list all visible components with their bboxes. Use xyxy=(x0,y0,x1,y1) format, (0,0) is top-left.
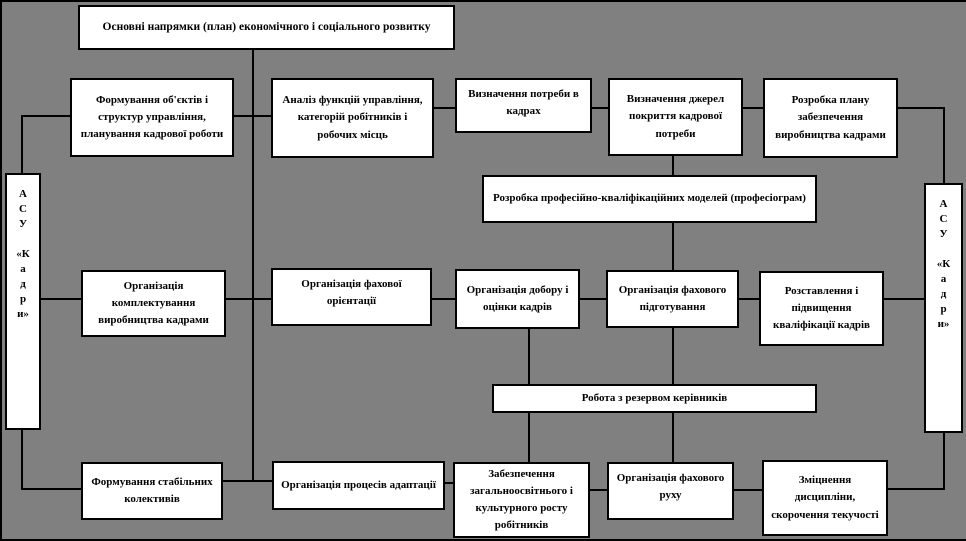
node-label: Забезпечення загальноосвітнього і культурного росту робітників xyxy=(470,467,573,532)
node-label: Організація фахового руху xyxy=(616,472,725,502)
connector-r1c5-right xyxy=(898,107,945,109)
connector-right-spine-lower xyxy=(943,433,945,490)
node-label: Організація фахової орієнтації xyxy=(301,278,402,308)
connector-wide2-r3c4 xyxy=(672,413,674,462)
connector-left-spine-lower xyxy=(21,430,23,490)
connector-wide1-r2c4 xyxy=(672,223,674,270)
connector-right-spine-upper xyxy=(943,107,945,183)
vertical-letter: а xyxy=(940,273,947,285)
connector-r2c4-r2c5 xyxy=(739,298,759,300)
connector-wide2-r3c3 xyxy=(528,413,530,462)
node-label: Визначення потреби в кадрах xyxy=(468,88,579,118)
vertical-letter: У xyxy=(18,218,28,230)
node-professional-movement xyxy=(607,462,734,520)
connector-r2c1-r2c2 xyxy=(226,298,271,300)
vertical-letter: р xyxy=(19,293,27,305)
node-label: Аналіз функцій управління, категорій робітників і робочих місць xyxy=(282,94,423,141)
node-selection-evaluation xyxy=(455,269,580,329)
connector-r1c3-r1c4 xyxy=(592,107,608,109)
node-label: Організація фахового підготування xyxy=(618,283,727,313)
connector-r2c3-r2c4 xyxy=(580,298,606,300)
node-staffing-plan-development xyxy=(763,78,898,158)
node-determining-coverage-sources xyxy=(608,78,743,156)
connector-r1c2-r1c3 xyxy=(434,107,455,109)
node-asu-kadry-left xyxy=(5,173,41,430)
connector-r2c4-wide2 xyxy=(672,328,674,384)
vertical-letter: р xyxy=(940,303,947,315)
node-label: Визначення джерел покриття кадрової потреби xyxy=(626,93,725,140)
node-label: Організація добору і оцінки кадрів xyxy=(466,283,569,313)
node-label: Організація процесів адаптації xyxy=(281,478,436,491)
connector-r2c5-right xyxy=(884,298,924,300)
connector-r3c1-r3c2 xyxy=(223,480,272,482)
node-label: Робота з резервом керівників xyxy=(581,391,728,404)
node-label: Формування об'єктів і структур управління, планування кадрової роботи xyxy=(80,93,224,141)
node-formation-objects-structures xyxy=(70,78,234,157)
node-label: Зміцнення дисципліни, скорочення текучості xyxy=(771,474,879,521)
vertical-letter: и» xyxy=(17,308,29,320)
connector-r3c5-right xyxy=(888,488,945,490)
node-main-directions-plan xyxy=(78,5,455,50)
vertical-letter: А xyxy=(939,198,948,210)
vertical-letter: а xyxy=(20,263,26,275)
connector-left-to-r1c1 xyxy=(21,115,70,117)
node-determining-staff-needs xyxy=(455,78,592,133)
node-label: Організація комплектування виробництва кадрами xyxy=(98,279,209,327)
connector-r3c2-r3c3 xyxy=(445,482,453,484)
vertical-letter: У xyxy=(939,228,948,240)
connector-r1c4-r1c5 xyxy=(743,107,763,109)
connector-r1c1-r1c2 xyxy=(234,115,271,117)
node-placement-qualification xyxy=(759,271,884,346)
connector-r3c3-r3c4 xyxy=(590,489,607,491)
connector-r2c2-r2c3 xyxy=(432,298,455,300)
node-professional-training xyxy=(606,270,739,328)
node-label: Розставлення і підвищення кваліфікації кадрів xyxy=(773,284,870,332)
vertical-letter: А xyxy=(19,188,27,200)
connector-r3c4-r3c5 xyxy=(734,489,762,491)
page-edge-left xyxy=(0,0,2,541)
node-label: Розробка плану забезпечення виробництва кадрами xyxy=(775,94,886,141)
vertical-letter: С xyxy=(939,213,948,225)
node-discipline-turnover xyxy=(762,460,888,536)
page-edge-top xyxy=(0,0,966,2)
node-staffing-organization xyxy=(81,270,226,337)
node-asu-kadry-right xyxy=(924,183,963,433)
node-education-culture-growth xyxy=(453,462,590,538)
connector-r1c4-wide1 xyxy=(672,156,674,175)
vertical-letter: и» xyxy=(937,318,950,330)
connector-r2c3-wide2 xyxy=(528,329,530,384)
node-professiogram-models xyxy=(482,175,817,223)
connector-left-to-r2c1 xyxy=(41,298,81,300)
node-adaptation-processes xyxy=(272,461,445,510)
node-manager-reserve-work xyxy=(492,384,817,413)
vertical-letter: «К xyxy=(936,258,951,270)
node-label: Основні напрямки (план) економічного і соціального розвитку xyxy=(102,20,431,33)
connector-left-to-r3c1 xyxy=(21,488,81,490)
vertical-letter: С xyxy=(19,203,27,215)
vertical-letter: д xyxy=(940,288,947,300)
vertical-letter: «К xyxy=(16,248,30,260)
node-professional-orientation xyxy=(271,268,432,326)
vertical-letter: д xyxy=(20,278,26,290)
node-stable-teams xyxy=(81,462,223,520)
node-analysis-functions xyxy=(271,78,434,158)
node-label: Розробка професійно-кваліфікаційних моделей (професіограм) xyxy=(493,192,806,205)
connector-left-spine-upper xyxy=(21,115,23,173)
node-label: Формування стабільних колективів xyxy=(91,475,213,505)
